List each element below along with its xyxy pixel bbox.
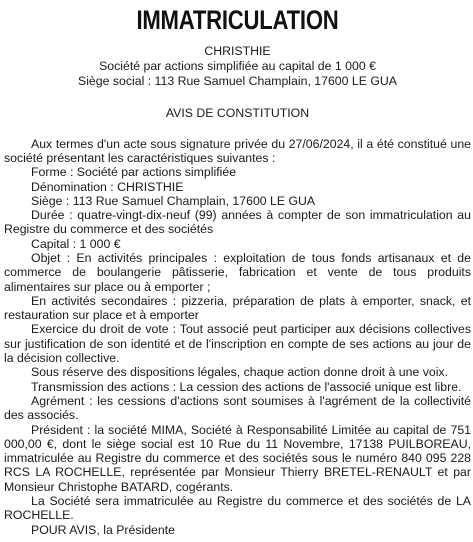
paragraph-seat: Siège : 113 Rue Samuel Champlain, 17600 LE GUA [31,193,316,208]
paragraph-preamble: Aux termes d'un acte sous signature privée du 27/06/2024, il a été constitué une société présentant les caractéristiques suivantes : [4,136,471,165]
company-type-capital: Société par actions simplifiée au capital de 1 000 € [99,58,376,73]
section-title: AVIS DE CONSTITUTION [165,105,310,120]
paragraph-signature: POUR AVIS, la Présidente [31,522,175,537]
paragraph-voting-rights: Exercice du droit de vote : Tout associé peut participer aux décisions collectives sur justification de son identité et de l'inscription en compte de ses actions au jour de la décision collective. [4,322,471,366]
paragraph-purpose: Objet : En activités principales : exploitation de tous fonds artisanaux et de commerce de boulangerie pâtisserie, fabrication et vente de tous produits alimentaires sur place ou à emporter ; [4,251,471,294]
company-header [4,44,471,89]
paragraph-secondary-activities: En activités secondaires : pizzeria, préparation de plats à emporter, snack, et restauration sur place et à emporter [4,293,471,323]
paragraph-one-share-one-vote: Sous réserve des dispositions légales, chaque action donne droit à une voix. [31,365,448,380]
head-office: Siège social : 113 Rue Samuel Champlain, 17600 LE GUA [78,73,397,88]
paragraph-share-transfer: Transmission des actions : La cession des actions de l'associé unique est libre. [31,379,462,394]
paragraph-duration: Durée : quatre-vingt-dix-neuf (99) années à compter de son immatriculation au Registre du commerce et des sociétés [4,208,471,237]
company-name: CHRISTHIE [204,44,271,58]
paragraph-approval: Agrément : les cessions d'actions sont soumises à l'agrément de la collectivité des associés. [4,393,471,423]
paragraph-capital: Capital : 1 000 € [31,236,121,251]
paragraph-name: Dénomination : CHRISTHIE [31,179,184,194]
paragraph-president: Président : la société MIMA, Société à Responsabilité Limitée au capital de 751 000,00 €, dont le siège social est 10 Rue du 11 Novembre, 17138 PUILBOREAU, immatriculée au Registre du commerce et des sociétés sous le numéro 840 095 228 RCS LA ROCHELLE, représentée par Monsieur Thierry BRETEL-RENAULT et par Monsieur Christophe BATARD, cogérants. [4,422,471,494]
notice-body [4,137,471,537]
paragraph-registration: La Société sera immatriculée au Registre du commerce et des sociétés de LA ROCHELLE. [4,494,471,523]
notice-heading: IMMATRICULATION [136,5,339,35]
paragraph-form: Forme : Société par actions simplifiée [31,165,237,180]
